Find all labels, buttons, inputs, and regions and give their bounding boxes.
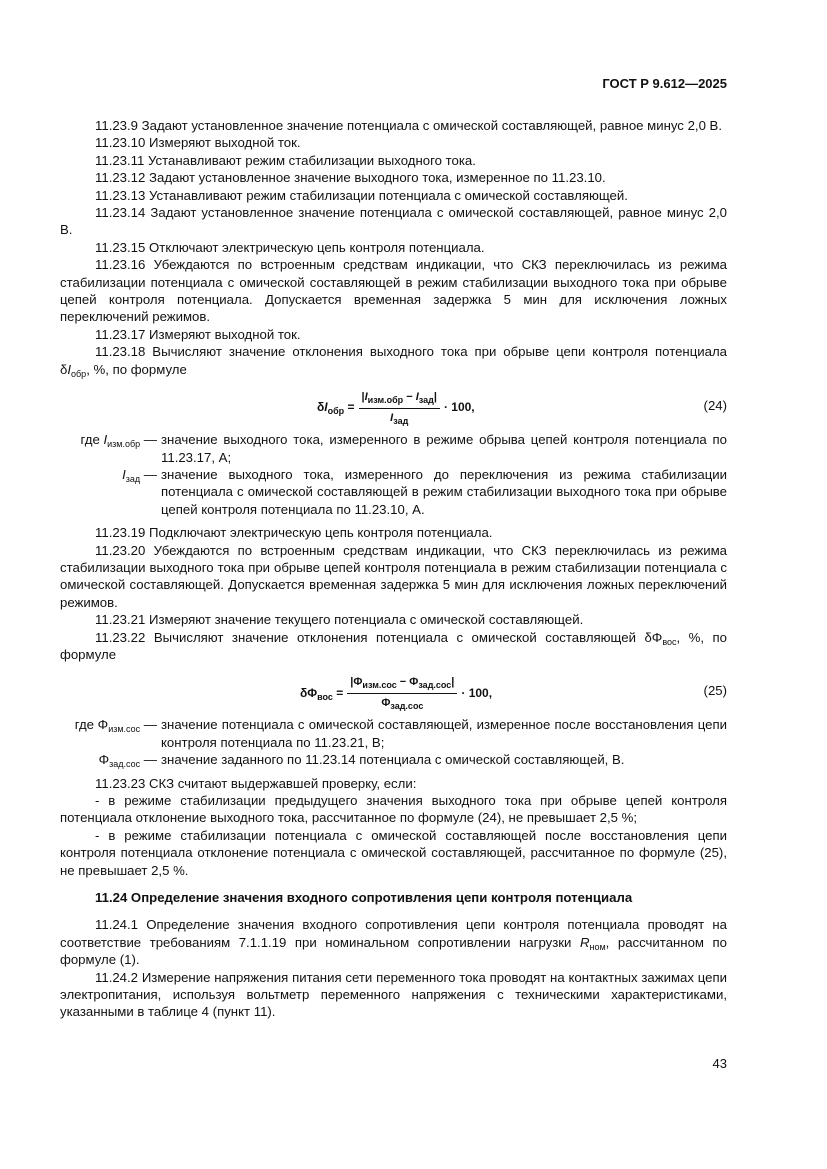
fraction-numerator bbox=[347, 674, 457, 693]
paragraph-11-23-22 bbox=[60, 629, 727, 664]
paragraph-text: , рассчитанном по формуле (1). bbox=[60, 934, 727, 968]
paragraph-11-23-23: 11.23.23 СКЗ считают выдержавшей проверку, если: bbox=[95, 775, 417, 791]
definition-dash: — bbox=[140, 717, 157, 733]
formula-25-definitions bbox=[60, 716, 727, 768]
document-body bbox=[60, 117, 727, 1021]
definition-dash: — bbox=[140, 466, 157, 482]
fraction-numerator bbox=[359, 389, 440, 408]
variable-subscript: зад.сос bbox=[109, 759, 141, 770]
paragraph-11-23-11: 11.23.11 Устанавливают режим стабилизации выходного тока. bbox=[95, 152, 476, 168]
minus-sign: − bbox=[403, 391, 416, 404]
variable-symbol: I bbox=[67, 361, 72, 377]
variable-symbol: I bbox=[390, 411, 394, 424]
paragraph-11-23-21: 11.23.21 Измеряют значение текущего потенциала с омической составляющей. bbox=[95, 612, 584, 628]
fraction-denominator bbox=[390, 409, 408, 427]
formula-tail: · 100, bbox=[443, 400, 475, 415]
page-number: 43 bbox=[712, 1056, 727, 1071]
formula-25 bbox=[60, 670, 727, 710]
term-prefix: Φ bbox=[98, 752, 110, 768]
paragraph-text: 11.23.18 Вычисляют значение отклонения выходного тока при обрыве цепи контроля потенциала δ bbox=[60, 344, 727, 377]
definition-text: значение выходного тока, измеренного до переключения из режима стабилизации потенциала с омической составляющей в режим стабилизации выходного тока при обрыве цепей контроля потенциала по 11.23.10, А. bbox=[161, 466, 727, 517]
paragraph-11-24-1 bbox=[60, 916, 727, 968]
variable-symbol: I bbox=[364, 391, 368, 404]
variable-subscript: зад bbox=[125, 473, 141, 484]
definition-row bbox=[60, 466, 727, 518]
variable-subscript: ном bbox=[589, 941, 606, 952]
variable-subscript: изм.обр bbox=[107, 439, 141, 450]
fraction-denominator bbox=[381, 694, 423, 712]
abs-bar: | bbox=[451, 676, 455, 689]
variable-symbol: I bbox=[103, 432, 108, 448]
formula-24-expression bbox=[317, 389, 475, 427]
definition-row bbox=[60, 431, 727, 466]
variable-subscript: зад bbox=[393, 415, 409, 426]
paragraph-11-23-19: 11.23.19 Подключают электрическую цепь контроля потенциала. bbox=[95, 525, 493, 541]
definition-term bbox=[60, 716, 161, 751]
variable-subscript: обр bbox=[327, 406, 345, 417]
formula-tail: · 100, bbox=[461, 685, 493, 700]
variable-subscript: обр bbox=[71, 368, 87, 379]
definition-term bbox=[60, 466, 161, 518]
paragraph-11-23-15: 11.23.15 Отключают электрическую цепь контроля потенциала. bbox=[95, 239, 485, 255]
definition-text: значение выходного тока, измеренного в режиме обрыва цепей контроля потенциала по 11.23.17, А; bbox=[161, 432, 727, 465]
phi-symbol: |Φ bbox=[350, 676, 363, 689]
definition-row bbox=[60, 751, 727, 768]
variable-subscript: вос bbox=[662, 636, 677, 647]
abs-bar: | bbox=[361, 391, 365, 404]
paragraph-11-23-9: 11.23.9 Задают установленное значение потенциала с омической составляющей, равное минус 2,0 В. bbox=[95, 118, 723, 133]
equals-sign: = bbox=[332, 685, 344, 700]
minus-phi: − Φ bbox=[396, 676, 419, 689]
equals-sign: = bbox=[344, 400, 355, 415]
delta-phi-symbol: δΦ bbox=[300, 685, 318, 700]
formula-number: (24) bbox=[703, 398, 727, 414]
formula-lhs bbox=[317, 399, 355, 416]
paragraph-11-23-17: 11.23.17 Измеряют выходной ток. bbox=[95, 326, 301, 342]
variable-subscript: изм.обр bbox=[367, 395, 404, 406]
definition-text: значение заданного по 11.23.14 потенциала с омической составляющей, В. bbox=[161, 752, 625, 768]
variable-subscript: изм.сос bbox=[108, 724, 141, 735]
bullet-item: - в режиме стабилизации потенциала с омической составляющей после восстановления цепи контроля потенциала отклонение потенциала с омической составляющей, рассчитанное по формуле (25), не превышает 2,5 %. bbox=[60, 827, 727, 878]
delta-symbol: δ bbox=[317, 400, 325, 415]
variable-subscript: вос bbox=[317, 691, 333, 702]
variable-symbol: I bbox=[122, 466, 126, 482]
term-prefix: где bbox=[80, 432, 104, 448]
variable-symbol: R bbox=[579, 934, 590, 950]
definition-term bbox=[60, 431, 161, 466]
formula-24 bbox=[60, 385, 727, 425]
formula-number: (25) bbox=[703, 683, 727, 699]
paragraph-11-23-18 bbox=[60, 343, 727, 378]
paragraph-text: 11.23.22 Вычисляют значение отклонения потенциала с омической составляющей δΦ bbox=[95, 629, 663, 645]
section-heading-11-24: 11.24 Определение значения входного сопротивления цепи контроля потенциала bbox=[95, 890, 633, 906]
term-prefix: где Φ bbox=[74, 717, 109, 733]
variable-subscript: зад.сос bbox=[390, 700, 424, 711]
definition-row bbox=[60, 716, 727, 751]
variable-subscript: зад bbox=[418, 395, 434, 406]
paragraph-text: , %, по формуле bbox=[60, 629, 727, 662]
definition-term bbox=[60, 751, 161, 768]
paragraph-11-23-16: 11.23.16 Убеждаются по встроенным средствам индикации, что СКЗ переключилась из режима стабилизации потенциала с омической составляющей в режим стабилизации выходного тока при обрыве цепей контроля потенциала. Допускается временная задержка 5 мин для исключения ложных переключений режимов. bbox=[60, 257, 727, 325]
bullet-item: - в режиме стабилизации предыдущего значения выходного тока при обрыве цепей контроля потенциала отклонение выходного тока, рассчитанное по формуле (24), не превышает 2,5 %; bbox=[60, 793, 727, 826]
paragraph-11-23-20: 11.23.20 Убеждаются по встроенным средствам индикации, что СКЗ переключилась из режима стабилизации выходного тока при обрыве цепей контроля потенциала в режим стабилизации потенциала с омической составляющей. Допускается временная задержка 5 мин для исключения ложных переключений режимов. bbox=[60, 542, 727, 610]
variable-symbol: I bbox=[324, 400, 328, 415]
formula-fraction bbox=[347, 674, 457, 712]
formula-24-definitions bbox=[60, 431, 727, 518]
variable-subscript: изм.сос bbox=[362, 680, 397, 691]
paragraph-text: , %, по формуле bbox=[86, 361, 187, 377]
paragraph-11-23-13: 11.23.13 Устанавливают режим стабилизации потенциала с омической составляющей. bbox=[95, 187, 628, 203]
document-header: ГОСТ Р 9.612—2025 bbox=[602, 76, 727, 91]
definition-text: значение потенциала с омической составляющей, измеренное после восстановления цепи контроля потенциала по 11.23.21, В; bbox=[161, 717, 727, 750]
formula-fraction bbox=[359, 389, 440, 427]
phi-symbol: Φ bbox=[381, 696, 391, 709]
paragraph-11-24-2: 11.24.2 Измерение напряжения питания сети переменного тока проводят на контактных зажимах цепи электропитания, используя вольтметр переменного напряжения с техническими характеристиками, указанными в таблице 4 (пункт 11). bbox=[60, 969, 727, 1020]
abs-bar: | bbox=[433, 391, 437, 404]
paragraph-11-23-14: 11.23.14 Задают установленное значение потенциала с омической составляющей, равное минус 2,0 В. bbox=[60, 205, 727, 238]
paragraph-text: 11.24.1 Определение значения входного сопротивления цепи контроля потенциала проводят на соответствие требованиям 7.1.1.19 при номинальном сопротивлении нагрузки bbox=[60, 917, 727, 950]
definition-dash: — bbox=[140, 752, 157, 768]
variable-subscript: зад.сос bbox=[418, 680, 452, 691]
variable-symbol: I bbox=[415, 391, 419, 404]
formula-lhs bbox=[300, 685, 343, 702]
definition-dash: — bbox=[140, 432, 157, 448]
paragraph-11-23-10: 11.23.10 Измеряют выходной ток. bbox=[95, 135, 301, 151]
formula-25-expression bbox=[300, 674, 492, 712]
paragraph-11-23-12: 11.23.12 Задают установленное значение выходного тока, измеренное по 11.23.10. bbox=[95, 170, 606, 186]
